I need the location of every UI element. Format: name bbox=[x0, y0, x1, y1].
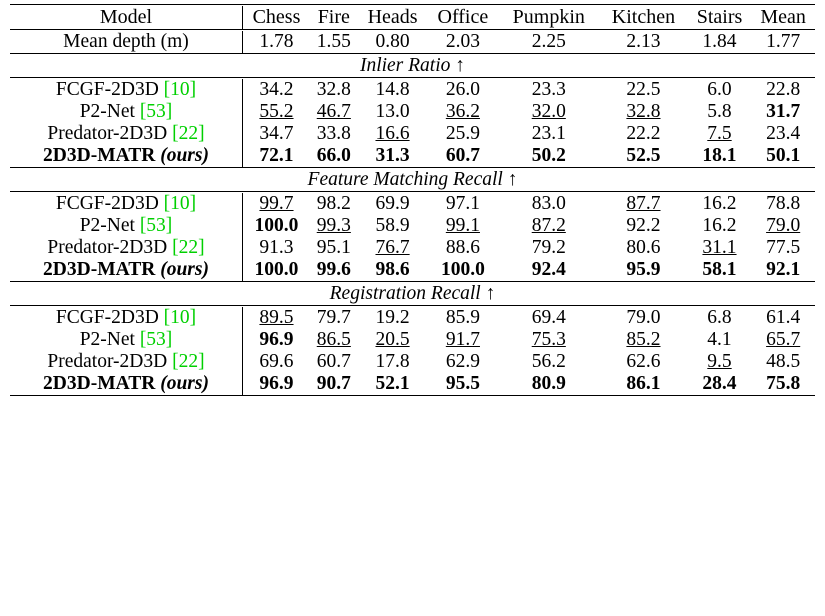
table-row bbox=[10, 215, 815, 237]
model-name-cell bbox=[10, 307, 243, 329]
metric-value bbox=[498, 193, 599, 215]
model-name: P2-Net bbox=[79, 215, 135, 236]
metric-value bbox=[427, 123, 498, 145]
cell-value: 65.7 bbox=[766, 329, 801, 350]
metric-value bbox=[310, 123, 358, 145]
metric-value bbox=[751, 259, 815, 282]
model-name-cell bbox=[10, 101, 243, 123]
metric-value bbox=[688, 237, 752, 259]
metric-value bbox=[688, 215, 752, 237]
cell-value: 92.2 bbox=[626, 215, 661, 236]
cell-value: 92.4 bbox=[531, 259, 566, 280]
column-header-office: Office bbox=[437, 6, 489, 28]
cell-value: 98.6 bbox=[375, 259, 410, 280]
metric-value bbox=[358, 145, 428, 168]
section-title: Inlier Ratio ↑ bbox=[359, 55, 466, 76]
cell-value: 52.1 bbox=[375, 373, 410, 394]
metric-value bbox=[599, 259, 687, 282]
cell-value: 46.7 bbox=[316, 101, 351, 122]
model-name-cell bbox=[10, 193, 243, 215]
model-name-cell bbox=[10, 329, 243, 351]
metric-value bbox=[427, 351, 498, 373]
cell-value: 32.8 bbox=[626, 101, 661, 122]
cell-value: 83.0 bbox=[531, 193, 566, 214]
model-name: 2D3D-MATR bbox=[43, 373, 156, 394]
cell-value: 6.8 bbox=[707, 307, 732, 328]
cell-value: 1.78 bbox=[259, 31, 294, 52]
cell-value: 92.1 bbox=[766, 259, 801, 280]
cell-value: 1.55 bbox=[316, 31, 351, 52]
model-name: FCGF-2D3D bbox=[55, 193, 159, 214]
metric-value bbox=[427, 101, 498, 123]
mean-depth-value bbox=[243, 31, 310, 54]
citation-link[interactable]: [53] bbox=[139, 329, 173, 350]
cell-value: 95.9 bbox=[626, 259, 661, 280]
model-name: FCGF-2D3D bbox=[55, 79, 159, 100]
cell-value: 66.0 bbox=[316, 145, 351, 166]
cell-value: 22.8 bbox=[766, 79, 801, 100]
table-row bbox=[10, 307, 815, 329]
mean-depth-value bbox=[498, 31, 599, 54]
metric-value bbox=[751, 145, 815, 168]
model-name-cell bbox=[10, 123, 243, 145]
metric-value bbox=[688, 259, 752, 282]
cell-value: 36.2 bbox=[445, 101, 480, 122]
cell-value: 100.0 bbox=[440, 259, 485, 280]
metric-value bbox=[358, 101, 428, 123]
cell-value: 22.2 bbox=[626, 123, 661, 144]
column-header-mean: Mean bbox=[760, 6, 806, 28]
cell-value: 91.7 bbox=[445, 329, 480, 350]
cell-value: 62.9 bbox=[445, 351, 480, 372]
cell-value: 58.9 bbox=[375, 215, 410, 236]
metric-value bbox=[599, 215, 687, 237]
metric-value bbox=[358, 307, 428, 329]
cell-value: 2.03 bbox=[445, 31, 480, 52]
metric-value bbox=[498, 373, 599, 396]
cell-value: 100.0 bbox=[254, 259, 299, 280]
cell-value: 95.1 bbox=[316, 237, 351, 258]
cell-value: 69.4 bbox=[531, 307, 566, 328]
citation-link[interactable]: [53] bbox=[139, 101, 173, 122]
table-row bbox=[10, 123, 815, 145]
metric-value bbox=[243, 145, 310, 168]
cell-value: 18.1 bbox=[702, 145, 737, 166]
metric-value bbox=[243, 351, 310, 373]
cell-value: 26.0 bbox=[445, 79, 480, 100]
metric-value bbox=[599, 123, 687, 145]
model-name: P2-Net bbox=[79, 329, 135, 350]
metric-value bbox=[599, 237, 687, 259]
metric-value bbox=[310, 101, 358, 123]
cell-value: 25.9 bbox=[445, 123, 480, 144]
cell-value: 86.1 bbox=[626, 373, 661, 394]
citation-link[interactable]: [10] bbox=[163, 193, 197, 214]
metric-value bbox=[599, 373, 687, 396]
column-header-pumpkin: Pumpkin bbox=[512, 6, 585, 28]
metric-value bbox=[688, 145, 752, 168]
metric-value bbox=[427, 307, 498, 329]
cell-value: 23.3 bbox=[531, 79, 566, 100]
cell-value: 86.5 bbox=[316, 329, 351, 350]
metric-value bbox=[599, 79, 687, 101]
metric-value bbox=[427, 145, 498, 168]
metric-value bbox=[427, 215, 498, 237]
metric-value bbox=[498, 145, 599, 168]
table-row bbox=[10, 79, 815, 101]
cell-value: 6.0 bbox=[707, 79, 732, 100]
mean-depth-value bbox=[751, 31, 815, 54]
citation-link[interactable]: [53] bbox=[139, 215, 173, 236]
table-row bbox=[10, 145, 815, 168]
cell-value: 99.6 bbox=[316, 259, 351, 280]
table-row bbox=[10, 351, 815, 373]
cell-value: 34.2 bbox=[259, 79, 294, 100]
cell-value: 56.2 bbox=[531, 351, 566, 372]
cell-value: 89.5 bbox=[259, 307, 294, 328]
mean-depth-label: Mean depth (m) bbox=[63, 31, 189, 52]
bottom-rule bbox=[10, 396, 815, 398]
section-title: Registration Recall ↑ bbox=[329, 283, 496, 304]
cell-value: 78.8 bbox=[766, 193, 801, 214]
cell-value: 62.6 bbox=[626, 351, 661, 372]
cell-value: 22.5 bbox=[626, 79, 661, 100]
model-name-cell bbox=[10, 215, 243, 237]
metric-value bbox=[427, 259, 498, 282]
ours-label: (ours) bbox=[160, 373, 209, 394]
model-name-cell bbox=[10, 79, 243, 101]
mean-depth-value bbox=[358, 31, 428, 54]
cell-value: 99.7 bbox=[259, 193, 294, 214]
citation-link[interactable]: [22] bbox=[172, 351, 205, 372]
metric-value bbox=[751, 329, 815, 351]
cell-value: 76.7 bbox=[375, 237, 410, 258]
metric-value bbox=[498, 215, 599, 237]
metric-value bbox=[751, 373, 815, 396]
cell-value: 79.7 bbox=[316, 307, 351, 328]
cell-value: 99.3 bbox=[316, 215, 351, 236]
metric-value bbox=[688, 351, 752, 373]
cell-value: 16.2 bbox=[702, 215, 737, 236]
metric-value bbox=[688, 307, 752, 329]
model-name-cell bbox=[10, 259, 243, 282]
metric-value bbox=[358, 237, 428, 259]
cell-value: 34.7 bbox=[259, 123, 294, 144]
metric-value bbox=[358, 79, 428, 101]
metric-value bbox=[599, 145, 687, 168]
cell-value: 69.9 bbox=[375, 193, 410, 214]
section-header-row bbox=[10, 283, 815, 306]
metric-value bbox=[498, 123, 599, 145]
cell-value: 23.4 bbox=[766, 123, 801, 144]
model-name: Predator-2D3D bbox=[47, 351, 168, 372]
metric-value bbox=[243, 101, 310, 123]
cell-value: 75.3 bbox=[531, 329, 566, 350]
cell-value: 69.6 bbox=[259, 351, 294, 372]
model-name-cell bbox=[10, 145, 243, 168]
metric-value bbox=[427, 193, 498, 215]
model-name-cell bbox=[10, 373, 243, 396]
metric-value bbox=[358, 351, 428, 373]
metric-value bbox=[751, 101, 815, 123]
cell-value: 31.3 bbox=[375, 145, 410, 166]
cell-value: 52.5 bbox=[626, 145, 661, 166]
metric-value bbox=[599, 307, 687, 329]
metric-value bbox=[243, 259, 310, 282]
metric-value bbox=[310, 215, 358, 237]
metric-value bbox=[358, 373, 428, 396]
model-name-cell bbox=[10, 351, 243, 373]
cell-value: 14.8 bbox=[375, 79, 410, 100]
metric-value bbox=[243, 373, 310, 396]
cell-value: 2.25 bbox=[531, 31, 566, 52]
cell-value: 7.5 bbox=[707, 123, 732, 144]
column-header-kitchen: Kitchen bbox=[611, 6, 676, 28]
model-name: Predator-2D3D bbox=[47, 237, 168, 258]
cell-value: 85.9 bbox=[445, 307, 480, 328]
section-title: Feature Matching Recall ↑ bbox=[307, 169, 518, 190]
metric-value bbox=[599, 329, 687, 351]
cell-value: 13.0 bbox=[375, 101, 410, 122]
metric-value bbox=[688, 193, 752, 215]
metric-value bbox=[310, 329, 358, 351]
metric-value bbox=[498, 237, 599, 259]
column-header-fire: Fire bbox=[317, 6, 350, 28]
cell-value: 55.2 bbox=[259, 101, 294, 122]
results-table-body bbox=[10, 5, 815, 398]
cell-value: 79.0 bbox=[626, 307, 661, 328]
cell-value: 50.2 bbox=[531, 145, 566, 166]
cell-value: 88.6 bbox=[445, 237, 480, 258]
cell-value: 61.4 bbox=[766, 307, 801, 328]
metric-value bbox=[498, 79, 599, 101]
metric-value bbox=[498, 101, 599, 123]
cell-value: 79.0 bbox=[766, 215, 801, 236]
metric-value bbox=[243, 123, 310, 145]
column-header-chess: Chess bbox=[243, 6, 310, 30]
metric-value bbox=[751, 193, 815, 215]
cell-value: 60.7 bbox=[316, 351, 351, 372]
metric-value bbox=[498, 259, 599, 282]
metric-value bbox=[427, 329, 498, 351]
table-row bbox=[10, 259, 815, 282]
metric-value bbox=[358, 193, 428, 215]
cell-value: 77.5 bbox=[766, 237, 801, 258]
model-name: Predator-2D3D bbox=[47, 123, 168, 144]
cell-value: 96.9 bbox=[259, 373, 294, 394]
metric-value bbox=[243, 237, 310, 259]
metric-value bbox=[751, 215, 815, 237]
metric-value bbox=[751, 351, 815, 373]
table-row bbox=[10, 101, 815, 123]
table-row bbox=[10, 237, 815, 259]
ours-label: (ours) bbox=[160, 145, 209, 166]
model-name: 2D3D-MATR bbox=[43, 259, 156, 280]
cell-value: 100.0 bbox=[254, 215, 299, 236]
cell-value: 4.1 bbox=[707, 329, 732, 350]
mean-depth-value bbox=[688, 31, 752, 54]
cell-value: 32.0 bbox=[531, 101, 566, 122]
citation-link[interactable]: [22] bbox=[172, 123, 205, 144]
ours-label: (ours) bbox=[160, 259, 209, 280]
metric-value bbox=[688, 101, 752, 123]
metric-value bbox=[310, 145, 358, 168]
mean-depth-value bbox=[310, 31, 358, 54]
cell-value: 33.8 bbox=[316, 123, 351, 144]
citation-link[interactable]: [22] bbox=[172, 237, 205, 258]
metric-value bbox=[751, 307, 815, 329]
cell-value: 1.77 bbox=[766, 31, 801, 52]
cell-value: 60.7 bbox=[445, 145, 480, 166]
cell-value: 28.4 bbox=[702, 373, 737, 394]
cell-value: 16.2 bbox=[702, 193, 737, 214]
metric-value bbox=[427, 237, 498, 259]
cell-value: 23.1 bbox=[531, 123, 566, 144]
cell-value: 85.2 bbox=[626, 329, 661, 350]
cell-value: 80.9 bbox=[531, 373, 566, 394]
cell-value: 16.6 bbox=[375, 123, 410, 144]
cell-value: 48.5 bbox=[766, 351, 801, 372]
cell-value: 91.3 bbox=[259, 237, 294, 258]
table-row bbox=[10, 193, 815, 215]
cell-value: 96.9 bbox=[259, 329, 294, 350]
mean-depth-value bbox=[599, 31, 687, 54]
metric-value bbox=[310, 259, 358, 282]
metric-value bbox=[310, 193, 358, 215]
metric-value bbox=[498, 329, 599, 351]
section-header-row bbox=[10, 55, 815, 78]
mean-depth-row bbox=[10, 31, 815, 54]
cell-value: 1.84 bbox=[702, 31, 737, 52]
cell-value: 9.5 bbox=[707, 351, 732, 372]
cell-value: 99.1 bbox=[445, 215, 480, 236]
metric-value bbox=[358, 123, 428, 145]
metric-value bbox=[688, 373, 752, 396]
cell-value: 5.8 bbox=[707, 101, 732, 122]
metric-value bbox=[310, 237, 358, 259]
cell-value: 20.5 bbox=[375, 329, 410, 350]
metric-value bbox=[358, 259, 428, 282]
cell-value: 31.1 bbox=[702, 237, 737, 258]
metric-value bbox=[310, 307, 358, 329]
cell-value: 58.1 bbox=[702, 259, 737, 280]
cell-value: 79.2 bbox=[531, 237, 566, 258]
metric-value bbox=[310, 351, 358, 373]
cell-value: 98.2 bbox=[316, 193, 351, 214]
metric-value bbox=[688, 123, 752, 145]
cell-value: 90.7 bbox=[316, 373, 351, 394]
metric-value bbox=[599, 351, 687, 373]
metric-value bbox=[243, 79, 310, 101]
cell-value: 72.1 bbox=[259, 145, 294, 166]
metric-value bbox=[498, 351, 599, 373]
metric-value bbox=[243, 215, 310, 237]
metric-value bbox=[751, 237, 815, 259]
rule-cell bbox=[10, 396, 815, 398]
cell-value: 17.8 bbox=[375, 351, 410, 372]
section-header-row bbox=[10, 169, 815, 192]
table-row bbox=[10, 373, 815, 396]
metric-value bbox=[358, 329, 428, 351]
model-name: 2D3D-MATR bbox=[43, 145, 156, 166]
cell-value: 95.5 bbox=[445, 373, 480, 394]
header-row bbox=[10, 6, 815, 30]
metric-value bbox=[751, 123, 815, 145]
metric-value bbox=[310, 79, 358, 101]
model-name-cell bbox=[10, 237, 243, 259]
metric-value bbox=[243, 329, 310, 351]
metric-value bbox=[358, 215, 428, 237]
cell-value: 97.1 bbox=[445, 193, 480, 214]
cell-value: 75.8 bbox=[766, 373, 801, 394]
cell-value: 31.7 bbox=[766, 101, 801, 122]
mean-depth-value bbox=[427, 31, 498, 54]
metric-value bbox=[599, 101, 687, 123]
metric-value bbox=[243, 307, 310, 329]
citation-link[interactable]: [10] bbox=[163, 307, 197, 328]
metric-value bbox=[427, 373, 498, 396]
metric-value bbox=[688, 329, 752, 351]
metric-value bbox=[427, 79, 498, 101]
cell-value: 2.13 bbox=[626, 31, 661, 52]
model-name: FCGF-2D3D bbox=[55, 307, 159, 328]
metric-value bbox=[498, 307, 599, 329]
column-header-heads: Heads bbox=[367, 6, 418, 28]
model-name: P2-Net bbox=[79, 101, 135, 122]
cell-value: 80.6 bbox=[626, 237, 661, 258]
citation-link[interactable]: [10] bbox=[163, 79, 197, 100]
column-header-stairs: Stairs bbox=[696, 6, 743, 28]
results-table bbox=[10, 4, 815, 397]
table-row bbox=[10, 329, 815, 351]
cell-value: 87.7 bbox=[626, 193, 661, 214]
cell-value: 87.2 bbox=[531, 215, 566, 236]
cell-value: 32.8 bbox=[316, 79, 351, 100]
metric-value bbox=[751, 79, 815, 101]
cell-value: 19.2 bbox=[375, 307, 410, 328]
cell-value: 0.80 bbox=[375, 31, 410, 52]
column-header-model: Model bbox=[99, 6, 153, 28]
metric-value bbox=[688, 79, 752, 101]
metric-value bbox=[599, 193, 687, 215]
metric-value bbox=[310, 373, 358, 396]
cell-value: 50.1 bbox=[766, 145, 801, 166]
metric-value bbox=[243, 193, 310, 215]
